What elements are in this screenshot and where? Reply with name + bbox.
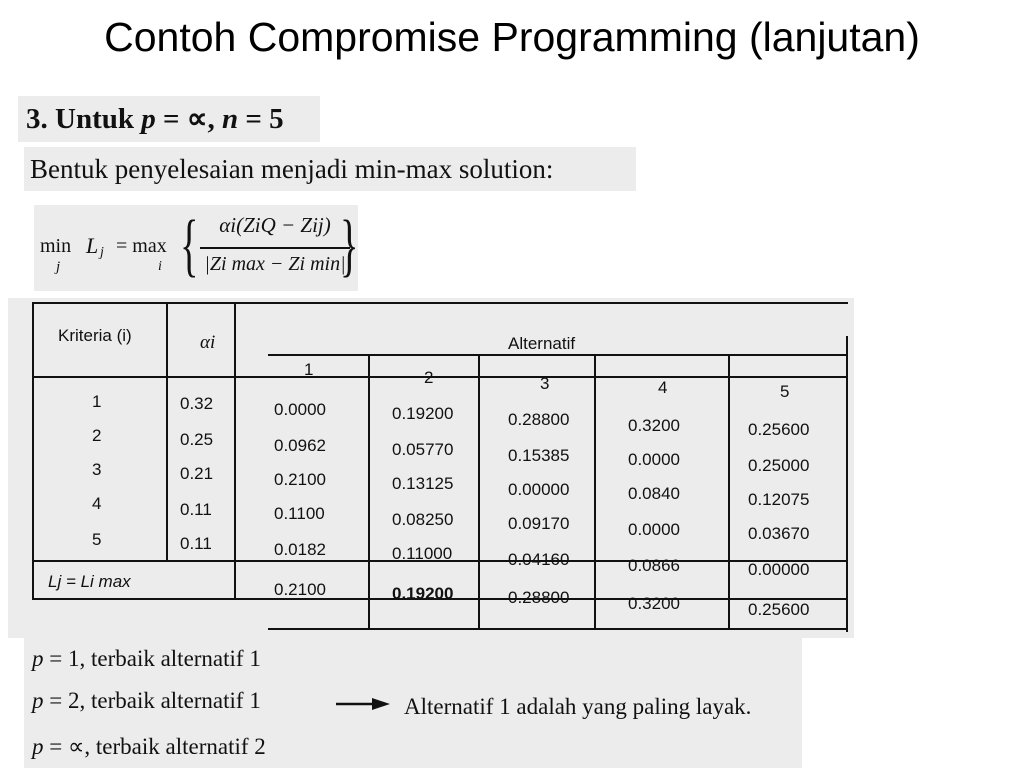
heading-n: n <box>222 103 239 135</box>
row2-alt3: 0.15385 <box>508 446 570 465</box>
row1-alpha: 0.32 <box>180 394 214 413</box>
header-kriteria: Kriteria (i) <box>58 326 132 345</box>
formula-numerator: αi(ZiQ − Zij) <box>219 213 331 237</box>
criteria-table <box>8 298 854 638</box>
table-right-border <box>846 336 848 632</box>
row5-alt3: 0.04160 <box>508 550 570 569</box>
row5-alt2: 0.11000 <box>392 544 453 563</box>
row3-alpha: 0.21 <box>180 464 214 483</box>
header-bottom-rule <box>32 376 848 378</box>
row3-alt1: 0.2100 <box>274 470 326 489</box>
footer-label: Lj = Li max <box>48 572 131 591</box>
row2-alt2: 0.05770 <box>392 440 454 459</box>
formula-min: min <box>40 235 72 257</box>
row5-alpha: 0.11 <box>180 534 212 553</box>
result-p2-text: = 2, terbaik alternatif 1 <box>43 688 261 713</box>
footer-alt2: 0.19200 <box>392 584 454 603</box>
row4-alt5: 0.03670 <box>748 524 810 543</box>
alt-number-1: 1 <box>304 360 314 379</box>
alt1-col-rule <box>234 302 236 598</box>
row1-alt2: 0.19200 <box>392 404 454 423</box>
alt-number-rule <box>268 354 848 356</box>
row1-alt4: 0.3200 <box>628 416 680 435</box>
result-pinf <box>32 734 266 760</box>
right-brace-icon: } <box>340 207 359 284</box>
result-pinf-var: p <box>32 734 44 759</box>
result-p2 <box>32 688 261 714</box>
formula-L: L <box>86 233 99 258</box>
row4-alt2: 0.08250 <box>392 510 454 529</box>
alt-number-5: 5 <box>780 382 790 401</box>
header-alternatif: Alternatif <box>508 334 576 353</box>
slide-title: Contoh Compromise Programming (lanjutan) <box>104 14 920 60</box>
formula-eq-max: = max <box>116 235 167 257</box>
fraction-bar <box>200 247 350 249</box>
row2-alt1: 0.0962 <box>274 436 326 455</box>
formula-L-sub: j <box>100 245 104 260</box>
row4-alt1: 0.1100 <box>274 504 325 523</box>
row5-alt5: 0.00000 <box>748 560 810 579</box>
alt2-col-rule <box>368 354 370 628</box>
alt3-col-rule <box>478 354 480 628</box>
footer-alt3: 0.28800 <box>508 588 570 607</box>
alt5-col-rule <box>728 354 730 628</box>
formula-max-sub: i <box>158 259 162 274</box>
alpha-col-rule <box>166 302 168 560</box>
minmax-formula <box>34 205 358 291</box>
conclusion-text: Alternatif 1 adalah yang paling layak. <box>404 694 752 719</box>
header-alpha: αi <box>200 332 216 353</box>
row2-alpha: 0.25 <box>180 430 214 449</box>
row2-kriteria: 2 <box>92 426 102 445</box>
result-p1 <box>32 646 261 672</box>
formula-min-sub: j <box>56 259 61 275</box>
row4-kriteria: 4 <box>92 494 102 513</box>
row4-alt4: 0.0000 <box>628 520 680 539</box>
result-p1-text: = 1, terbaik alternatif 1 <box>43 646 261 671</box>
row1-kriteria: 1 <box>92 392 102 411</box>
result-p2-var: p <box>32 688 44 713</box>
row1-alt5: 0.25600 <box>748 420 810 439</box>
row5-alt1: 0.0182 <box>274 540 326 559</box>
row5-alt4: 0.0866 <box>628 556 680 575</box>
result-pinf-text: = ∝, terbaik alternatif 2 <box>43 734 266 759</box>
heading-p: p <box>141 103 156 135</box>
footer-alt4: 0.3200 <box>628 594 680 613</box>
row1-alt3: 0.28800 <box>508 410 570 429</box>
row1-alt1: 0.0000 <box>274 400 326 419</box>
left-brace-icon: { <box>180 207 199 284</box>
heading-eq1: = ∝, <box>155 103 222 135</box>
formula-denominator: |Zi max − Zi min| <box>204 253 346 275</box>
table-bottom-border <box>268 628 848 630</box>
footer-alt1: 0.2100 <box>274 580 326 599</box>
heading-eq2: = 5 <box>238 103 284 135</box>
right-arrow-icon <box>336 696 390 712</box>
row3-alt4: 0.0840 <box>628 484 680 503</box>
result-p1-var: p <box>32 646 44 671</box>
row4-alpha: 0.11 <box>180 500 212 519</box>
row3-alt2: 0.13125 <box>392 474 454 493</box>
table-left-border <box>32 302 34 598</box>
alt-number-4: 4 <box>658 378 668 397</box>
row2-alt5: 0.25000 <box>748 456 810 475</box>
row3-kriteria: 3 <box>92 460 102 479</box>
heading-prefix: 3. Untuk <box>26 103 142 135</box>
section-heading <box>18 96 320 142</box>
row3-alt5: 0.12075 <box>748 490 810 509</box>
results-section <box>24 636 802 768</box>
solution-form-text: Bentuk penyelesaian menjadi min-max solution: <box>24 147 636 191</box>
row2-alt4: 0.0000 <box>628 450 680 469</box>
footer-alt5: 0.25600 <box>748 600 810 619</box>
alt-number-2: 2 <box>424 368 434 387</box>
table-top-border <box>32 302 848 304</box>
row4-alt3: 0.09170 <box>508 514 570 533</box>
alt4-col-rule <box>594 354 596 628</box>
row5-kriteria: 5 <box>92 530 102 549</box>
row3-alt3: 0.00000 <box>508 480 570 499</box>
alt-number-3: 3 <box>540 374 550 393</box>
